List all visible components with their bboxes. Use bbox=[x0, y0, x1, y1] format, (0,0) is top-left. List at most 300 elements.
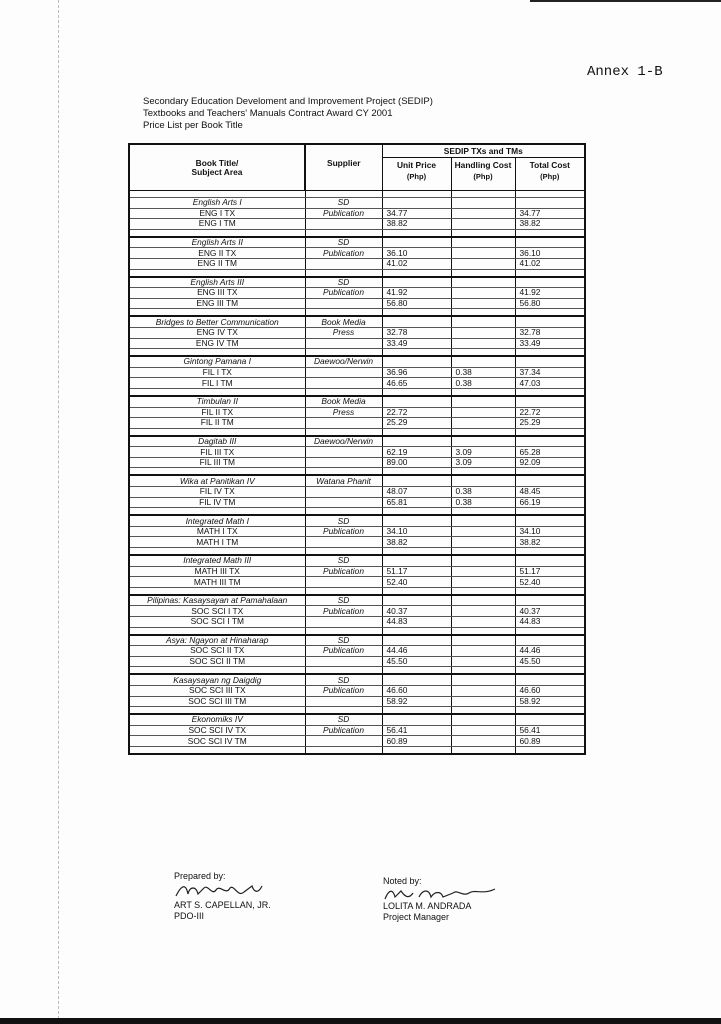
item-code: FIL III TM bbox=[129, 457, 305, 468]
book-title: English Arts III bbox=[129, 277, 305, 288]
col-header-title-line2: Subject Area bbox=[191, 166, 243, 177]
table-row-gap bbox=[129, 707, 585, 715]
table-row-gap bbox=[129, 309, 585, 317]
table-row-gap bbox=[129, 388, 585, 396]
unit-price-cell bbox=[382, 356, 451, 367]
handling-cost-value bbox=[451, 537, 515, 548]
table-row bbox=[129, 367, 585, 378]
unit-price-value: 45.50 bbox=[382, 656, 451, 667]
col-header-handling-cost bbox=[451, 158, 515, 191]
gap-cell bbox=[305, 309, 382, 317]
table-row-gap bbox=[129, 746, 585, 754]
total-cost-value: 33.49 bbox=[515, 338, 585, 349]
heading-line-1: Secondary Education Develoment and Improvement Project (SEDIP) bbox=[143, 96, 433, 107]
noted-by-block bbox=[383, 876, 498, 923]
unit-price-value: 33.49 bbox=[382, 338, 451, 349]
item-code: ENG III TX bbox=[129, 288, 305, 299]
supplier-line-1: SD bbox=[305, 237, 382, 248]
table-row-title bbox=[129, 356, 585, 367]
total-cost-label: Total Cost bbox=[529, 160, 570, 170]
unit-price-value: 44.83 bbox=[382, 617, 451, 628]
heading-line-2: Textbooks and Teachers' Manuals Contract Award CY 2001 bbox=[143, 108, 393, 119]
handling-cost-cell bbox=[451, 674, 515, 685]
handling-cost-value bbox=[451, 725, 515, 736]
col-header-title bbox=[129, 144, 305, 191]
item-code: ENG I TX bbox=[129, 208, 305, 219]
supplier-line-1: Book Media bbox=[305, 396, 382, 407]
supplier-line-2: Press bbox=[305, 407, 382, 418]
item-code: SOC SCI III TM bbox=[129, 696, 305, 707]
handling-cost-value bbox=[451, 248, 515, 259]
handling-cost-value: 0.38 bbox=[451, 497, 515, 508]
table-row bbox=[129, 725, 585, 736]
gap-cell bbox=[451, 349, 515, 357]
table-row-gap bbox=[129, 349, 585, 357]
item-code: SOC SCI I TM bbox=[129, 617, 305, 628]
gap-cell bbox=[382, 707, 451, 715]
unit-price-label: Unit Price bbox=[396, 160, 437, 170]
scan-bottom-rule bbox=[0, 1018, 721, 1024]
total-cost-value: 44.83 bbox=[515, 617, 585, 628]
annex-label: Annex 1-B bbox=[587, 64, 663, 80]
supplier-cell bbox=[305, 696, 382, 707]
item-code: FIL III TX bbox=[129, 447, 305, 458]
gap-cell bbox=[305, 229, 382, 237]
gap-cell bbox=[451, 428, 515, 436]
gap-cell bbox=[451, 269, 515, 277]
total-cost-value: 48.45 bbox=[515, 487, 585, 498]
gap-cell bbox=[515, 468, 585, 476]
table-row-gap bbox=[129, 508, 585, 516]
unit-price-cell bbox=[382, 277, 451, 288]
gap-cell bbox=[451, 746, 515, 754]
handling-cost-value: 3.09 bbox=[451, 457, 515, 468]
gap-cell bbox=[451, 309, 515, 317]
unit-price-cell bbox=[382, 515, 451, 526]
total-cost-value: 32.78 bbox=[515, 327, 585, 338]
supplier-cell bbox=[305, 457, 382, 468]
book-title: Asya: Ngayon at Hinaharap bbox=[129, 635, 305, 646]
unit-price-unit: (Php) bbox=[406, 172, 427, 181]
scan-edge-mark bbox=[58, 0, 59, 1024]
total-cost-value: 40.37 bbox=[515, 606, 585, 617]
supplier-line-2: Publication bbox=[305, 208, 382, 219]
supplier-cell bbox=[305, 418, 382, 429]
handling-cost-cell bbox=[451, 277, 515, 288]
unit-price-value: 40.37 bbox=[382, 606, 451, 617]
item-code: ENG IV TM bbox=[129, 338, 305, 349]
handling-cost-cell bbox=[451, 595, 515, 606]
unit-price-cell bbox=[382, 436, 451, 447]
gap-cell bbox=[451, 587, 515, 595]
gap-cell bbox=[451, 388, 515, 396]
table-row-title bbox=[129, 316, 585, 327]
table-row bbox=[129, 526, 585, 537]
total-cost-value: 41.02 bbox=[515, 258, 585, 269]
gap-cell bbox=[515, 229, 585, 237]
handling-cost-cell bbox=[451, 436, 515, 447]
gap-cell bbox=[129, 468, 305, 476]
table-row bbox=[129, 208, 585, 219]
gap-cell bbox=[382, 428, 451, 436]
table-row-title bbox=[129, 277, 585, 288]
gap-cell bbox=[305, 388, 382, 396]
item-code: SOC SCI I TX bbox=[129, 606, 305, 617]
item-code: FIL IV TX bbox=[129, 487, 305, 498]
supplier-line-2 bbox=[305, 447, 382, 458]
col-header-unit-price bbox=[382, 158, 451, 191]
book-title: Bridges to Better Communication bbox=[129, 316, 305, 327]
table-row-title bbox=[129, 515, 585, 526]
gap-cell bbox=[382, 667, 451, 675]
unit-price-value: 89.00 bbox=[382, 457, 451, 468]
supplier-line-1: SD bbox=[305, 595, 382, 606]
table-row bbox=[129, 617, 585, 628]
supplier-line-2: Publication bbox=[305, 646, 382, 657]
unit-price-value: 65.81 bbox=[382, 497, 451, 508]
unit-price-value: 62.19 bbox=[382, 447, 451, 458]
supplier-line-1: Watana Phanit bbox=[305, 475, 382, 486]
table-row bbox=[129, 566, 585, 577]
supplier-line-2: Publication bbox=[305, 248, 382, 259]
supplier-cell bbox=[305, 537, 382, 548]
table-row-gap bbox=[129, 548, 585, 556]
table-row bbox=[129, 219, 585, 230]
handling-cost-cell bbox=[451, 515, 515, 526]
item-code: FIL IV TM bbox=[129, 497, 305, 508]
table-row-title bbox=[129, 674, 585, 685]
unit-price-value: 44.46 bbox=[382, 646, 451, 657]
supplier-cell bbox=[305, 497, 382, 508]
book-title: English Arts I bbox=[129, 198, 305, 209]
table-row-gap bbox=[129, 468, 585, 476]
handling-cost-label: Handling Cost bbox=[454, 160, 512, 170]
unit-price-cell bbox=[382, 595, 451, 606]
total-cost-cell bbox=[515, 515, 585, 526]
item-code: ENG III TM bbox=[129, 298, 305, 309]
supplier-cell bbox=[305, 338, 382, 349]
handling-cost-cell bbox=[451, 555, 515, 566]
gap-cell bbox=[515, 707, 585, 715]
gap-cell bbox=[451, 707, 515, 715]
prepared-by-name: ART S. CAPELLAN, JR. bbox=[174, 900, 271, 910]
gap-cell bbox=[129, 548, 305, 556]
unit-price-cell bbox=[382, 714, 451, 725]
col-header-supplier: Supplier bbox=[305, 144, 382, 191]
total-cost-value: 25.29 bbox=[515, 418, 585, 429]
noted-by-label: Noted by: bbox=[383, 876, 422, 886]
gap-cell bbox=[129, 309, 305, 317]
book-title: Ekonomiks IV bbox=[129, 714, 305, 725]
unit-price-cell bbox=[382, 635, 451, 646]
gap-cell bbox=[129, 587, 305, 595]
gap-cell bbox=[305, 349, 382, 357]
item-code: SOC SCI II TX bbox=[129, 646, 305, 657]
item-code: SOC SCI II TM bbox=[129, 656, 305, 667]
gap-cell bbox=[451, 548, 515, 556]
table-row-title bbox=[129, 237, 585, 248]
table-row-title bbox=[129, 436, 585, 447]
gap-cell bbox=[451, 229, 515, 237]
book-title: Timbulan II bbox=[129, 396, 305, 407]
total-cost-cell bbox=[515, 396, 585, 407]
unit-price-value: 32.78 bbox=[382, 327, 451, 338]
item-code: ENG II TM bbox=[129, 258, 305, 269]
book-title: Dagitab III bbox=[129, 436, 305, 447]
unit-price-value: 36.96 bbox=[382, 367, 451, 378]
book-title: Integrated Math III bbox=[129, 555, 305, 566]
price-list-table bbox=[128, 143, 586, 755]
gap-cell bbox=[382, 508, 451, 516]
handling-cost-value bbox=[451, 736, 515, 747]
heading-line-3: Price List per Book Title bbox=[143, 120, 243, 131]
table-row-gap bbox=[129, 229, 585, 237]
handling-cost-cell bbox=[451, 316, 515, 327]
table-row bbox=[129, 327, 585, 338]
table-row-gap bbox=[129, 428, 585, 436]
supplier-cell bbox=[305, 378, 382, 389]
table-row-title bbox=[129, 714, 585, 725]
gap-cell bbox=[451, 508, 515, 516]
supplier-line-2: Publication bbox=[305, 288, 382, 299]
total-cost-value: 92.09 bbox=[515, 457, 585, 468]
total-cost-value: 45.50 bbox=[515, 656, 585, 667]
item-code: MATH III TX bbox=[129, 566, 305, 577]
item-code: FIL II TM bbox=[129, 418, 305, 429]
supplier-line-2: Publication bbox=[305, 685, 382, 696]
handling-cost-value bbox=[451, 577, 515, 588]
table-row-title bbox=[129, 635, 585, 646]
unit-price-value: 46.65 bbox=[382, 378, 451, 389]
supplier-cell bbox=[305, 736, 382, 747]
supplier-cell bbox=[305, 298, 382, 309]
table-row bbox=[129, 487, 585, 498]
total-cost-value: 22.72 bbox=[515, 407, 585, 418]
total-cost-value: 60.89 bbox=[515, 736, 585, 747]
total-cost-value: 52.40 bbox=[515, 577, 585, 588]
gap-cell bbox=[382, 269, 451, 277]
item-code: SOC SCI III TX bbox=[129, 685, 305, 696]
gap-cell bbox=[129, 428, 305, 436]
total-cost-value: 51.17 bbox=[515, 566, 585, 577]
handling-cost-value bbox=[451, 219, 515, 230]
table-row bbox=[129, 696, 585, 707]
gap-cell bbox=[382, 349, 451, 357]
supplier-line-2: Publication bbox=[305, 566, 382, 577]
gap-cell bbox=[305, 269, 382, 277]
handling-cost-value bbox=[451, 258, 515, 269]
price-list-body bbox=[129, 191, 585, 754]
table-row-gap bbox=[129, 269, 585, 277]
table-row bbox=[129, 606, 585, 617]
gap-cell bbox=[129, 349, 305, 357]
supplier-line-1: SD bbox=[305, 635, 382, 646]
gap-cell bbox=[305, 707, 382, 715]
unit-price-value: 38.82 bbox=[382, 219, 451, 230]
total-cost-cell bbox=[515, 198, 585, 209]
table-row-gap bbox=[129, 191, 585, 198]
supplier-cell bbox=[305, 577, 382, 588]
item-code: MATH I TX bbox=[129, 526, 305, 537]
handling-cost-value bbox=[451, 208, 515, 219]
handling-cost-cell bbox=[451, 714, 515, 725]
supplier-line-1: SD bbox=[305, 674, 382, 685]
gap-cell bbox=[382, 191, 451, 198]
handling-cost-value bbox=[451, 685, 515, 696]
table-row bbox=[129, 497, 585, 508]
supplier-line-1: SD bbox=[305, 555, 382, 566]
total-cost-value: 44.46 bbox=[515, 646, 585, 657]
table-row bbox=[129, 258, 585, 269]
unit-price-value: 51.17 bbox=[382, 566, 451, 577]
total-cost-value: 41.92 bbox=[515, 288, 585, 299]
handling-cost-value bbox=[451, 407, 515, 418]
table-row bbox=[129, 378, 585, 389]
supplier-line-2: Publication bbox=[305, 606, 382, 617]
book-title: Integrated Math I bbox=[129, 515, 305, 526]
gap-cell bbox=[305, 667, 382, 675]
gap-cell bbox=[305, 746, 382, 754]
item-code: SOC SCI IV TX bbox=[129, 725, 305, 736]
total-cost-cell bbox=[515, 277, 585, 288]
supplier-line-1: Daewoo/Nerwin bbox=[305, 436, 382, 447]
supplier-cell bbox=[305, 219, 382, 230]
gap-cell bbox=[129, 508, 305, 516]
scan-top-rule bbox=[530, 0, 721, 2]
total-cost-unit: (Php) bbox=[540, 172, 560, 181]
supplier-line-1: Book Media bbox=[305, 316, 382, 327]
gap-cell bbox=[515, 548, 585, 556]
table-row bbox=[129, 457, 585, 468]
gap-cell bbox=[305, 428, 382, 436]
gap-cell bbox=[129, 667, 305, 675]
supplier-line-1: SD bbox=[305, 714, 382, 725]
unit-price-value: 25.29 bbox=[382, 418, 451, 429]
total-cost-cell bbox=[515, 436, 585, 447]
supplier-line-1: Daewoo/Nerwin bbox=[305, 356, 382, 367]
handling-cost-value bbox=[451, 418, 515, 429]
gap-cell bbox=[515, 191, 585, 198]
table-row-gap bbox=[129, 627, 585, 635]
item-code: SOC SCI IV TM bbox=[129, 736, 305, 747]
table-row-title bbox=[129, 396, 585, 407]
total-cost-value: 46.60 bbox=[515, 685, 585, 696]
book-title: English Arts II bbox=[129, 237, 305, 248]
supplier-line-2: Press bbox=[305, 327, 382, 338]
gap-cell bbox=[515, 428, 585, 436]
table-row bbox=[129, 418, 585, 429]
supplier-line-1: SD bbox=[305, 277, 382, 288]
gap-cell bbox=[515, 508, 585, 516]
total-cost-value: 34.77 bbox=[515, 208, 585, 219]
gap-cell bbox=[451, 627, 515, 635]
handling-cost-cell bbox=[451, 198, 515, 209]
gap-cell bbox=[515, 349, 585, 357]
book-title: Wika at Panitikan IV bbox=[129, 475, 305, 486]
unit-price-value: 48.07 bbox=[382, 487, 451, 498]
handling-cost-value bbox=[451, 606, 515, 617]
total-cost-cell bbox=[515, 555, 585, 566]
handling-cost-value bbox=[451, 696, 515, 707]
table-row bbox=[129, 298, 585, 309]
table-row bbox=[129, 736, 585, 747]
total-cost-value: 56.41 bbox=[515, 725, 585, 736]
prepared-by-position: PDO-III bbox=[174, 911, 205, 921]
total-cost-cell bbox=[515, 595, 585, 606]
gap-cell bbox=[129, 269, 305, 277]
gap-cell bbox=[382, 229, 451, 237]
document-heading bbox=[143, 96, 433, 132]
handling-cost-cell bbox=[451, 237, 515, 248]
item-code: FIL I TM bbox=[129, 378, 305, 389]
unit-price-value: 46.60 bbox=[382, 685, 451, 696]
table-row-title bbox=[129, 475, 585, 486]
handling-cost-value bbox=[451, 288, 515, 299]
handling-cost-value: 3.09 bbox=[451, 447, 515, 458]
unit-price-cell bbox=[382, 237, 451, 248]
total-cost-cell bbox=[515, 237, 585, 248]
gap-cell bbox=[129, 191, 305, 198]
gap-cell bbox=[129, 707, 305, 715]
handling-cost-value bbox=[451, 338, 515, 349]
supplier-line-2 bbox=[305, 487, 382, 498]
prepared-by-block bbox=[174, 871, 271, 922]
unit-price-cell bbox=[382, 555, 451, 566]
supplier-line-2: Publication bbox=[305, 526, 382, 537]
table-row-title bbox=[129, 595, 585, 606]
unit-price-value: 41.02 bbox=[382, 258, 451, 269]
item-code: FIL II TX bbox=[129, 407, 305, 418]
total-cost-cell bbox=[515, 674, 585, 685]
gap-cell bbox=[382, 309, 451, 317]
col-header-title-line1: Book Title/ bbox=[195, 157, 239, 168]
gap-cell bbox=[451, 191, 515, 198]
total-cost-value: 66.19 bbox=[515, 497, 585, 508]
unit-price-cell bbox=[382, 198, 451, 209]
total-cost-cell bbox=[515, 714, 585, 725]
unit-price-value: 34.77 bbox=[382, 208, 451, 219]
gap-cell bbox=[382, 627, 451, 635]
item-code: ENG II TX bbox=[129, 248, 305, 259]
gap-cell bbox=[382, 468, 451, 476]
gap-cell bbox=[515, 388, 585, 396]
table-row bbox=[129, 248, 585, 259]
gap-cell bbox=[129, 627, 305, 635]
table-row-title bbox=[129, 198, 585, 209]
total-cost-value: 38.82 bbox=[515, 219, 585, 230]
unit-price-value: 56.41 bbox=[382, 725, 451, 736]
unit-price-cell bbox=[382, 396, 451, 407]
total-cost-value: 58.92 bbox=[515, 696, 585, 707]
gap-cell bbox=[515, 587, 585, 595]
gap-cell bbox=[305, 548, 382, 556]
gap-cell bbox=[129, 746, 305, 754]
noted-by-name: LOLITA M. ANDRADA bbox=[383, 901, 472, 911]
prepared-by-label: Prepared by: bbox=[174, 871, 226, 881]
table-row bbox=[129, 577, 585, 588]
handling-cost-value bbox=[451, 646, 515, 657]
total-cost-value: 38.82 bbox=[515, 537, 585, 548]
prepared-signature-icon bbox=[174, 882, 264, 900]
handling-cost-value bbox=[451, 327, 515, 338]
table-row-title bbox=[129, 555, 585, 566]
item-code: FIL I TX bbox=[129, 367, 305, 378]
unit-price-value: 41.92 bbox=[382, 288, 451, 299]
unit-price-value: 58.92 bbox=[382, 696, 451, 707]
total-cost-cell bbox=[515, 316, 585, 327]
unit-price-value: 52.40 bbox=[382, 577, 451, 588]
gap-cell bbox=[129, 229, 305, 237]
